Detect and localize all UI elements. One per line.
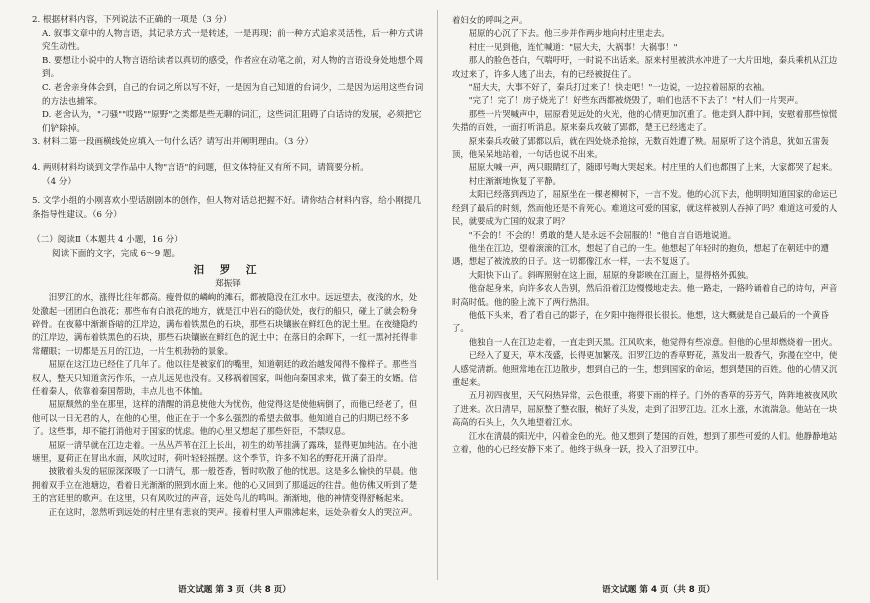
story-title: 汨 罗 江 [193, 263, 263, 276]
story-paragraph: 五月初四夜里，天气闷热异常，云色很重，将要下雨的样子。门外的香草的芬芳气，阵阵地被夜风吹了进来。次日清早，屈原整了整衣服，梳好了头发，走到了汨罗江边。江水上涨，水流湍急。他站在一块高高的石头上，久久地望着江水。 [452, 390, 838, 428]
story-paragraph: 屈原的心沉了下去。他三步并作两步地向村庄里走去。 [468, 28, 670, 39]
story-paragraph: 披散着头发的屈原深深吸了一口清气，那一般苍香，暂时吹散了他的忧思。这是多么愉快的早晨。他拥着双手立在池塘边，看着日光渐渐的照到水面上来。他的心又回到了那遥远的往昔。他仿佛又听到了楚王的宫廷里的歌声。在这里，只有风吹过的声音，远处鸟儿的鸣叫。渐渐地，他的神情变得舒畅起来。 [32, 466, 418, 504]
story-paragraph: 屈原大喊一声，两只眼睛红了，随即号啕大哭起来。村庄里的人们也都围了上来，大家都哭了起来。 [468, 162, 838, 173]
story-paragraph: "完了！完了！房子烧光了！好些东西都被烧毁了，咱们也活不下去了！"村人们一片哭声。 [468, 95, 804, 106]
story-paragraph: 已经入了夏天，草木茂盛，长得更加繁茂。汨罗江边的香草野花，蒸发出一股香气，弥漫在空中，使人感觉清新。他照常地在江边散步，想到自己的一生，想到国家的命运，想到楚国的百姓。他的心情又沉重起来。 [452, 350, 838, 387]
page-3-column [32, 14, 424, 574]
question-2-stem: 2. 根据材料内容，下列说法不正确的一项是（3 分） [32, 15, 232, 25]
story-paragraph: 那些一片哭喊声中，屈原看见远处的火光，他的心情更加沉重了。他走到人群中间，安慰着那些惊慌失措的百姓，一面打听消息。原来秦兵攻破了郢都，楚王已经逃走了。 [452, 108, 838, 133]
question-5: 5. 文学小组的小刚喜欢小型话剧剧本的创作，但人物对话总把握不好。请你结合材料内容，给小刚提几条指导性建议。（6 分） [32, 196, 422, 220]
story-paragraph: 屈原颓然的坐在那里，这样的清醒的消息使他大为忧伤，他觉得这是使他病倒了，而他已经老了，但他可以一日无君的人，在他的心里，他正在于一个多么强烈的希望去做事。他知道自己的归期已经不多了。这些事，却不能打消他对于国家的忧虑。他的心里又想起了那些奸臣，不禁叹息。 [32, 399, 418, 437]
story-paragraph: 汨罗江的水，涨得比往年都高。瘦骨似的嶙峋的滩石，都被隐没在江水中。远远望去，夜浅的水，处处激起一团团白色浪花；那些布有白浪花的地方，就是江中岩石的隐伏处，夜行的船只，碰上了就会粉身碎骨。在夜幕中渐渐昏暗的江岸边，满布着铁黑色的石块，那些石块镶嵌在鲜红色的泥土里。在夜缝隐约的江岸边，满布着铁黑色的石块，那些石块镶嵌在鲜红色的泥土中；在落日的余晖下，一红一黑衬托得非常耀眼；一切都是五月的江边，一片生机勃勃的景象。 [32, 292, 418, 356]
question-2-option-a: A. 叙事文章中的人物言语，其记录方式一是转述，一是再现；前一种方式追求灵活性，后一种方式讲究生动性。 [42, 28, 424, 53]
story-paragraph: "屈大夫，大事不好了，秦兵打过来了！快走吧！"一边说，一边拉着屈原的衣袖。 [468, 82, 770, 93]
story-author: 郑振铎 [215, 278, 241, 289]
question-4-score: （4 分） [42, 176, 76, 187]
page-4-column [452, 14, 844, 574]
story-paragraph: 正在这时，忽然听到远处的村庄里有悲哀的哭声。接着村里人声鼎沸起来，远处杂着女人的哭泣声。 [48, 506, 418, 517]
story-paragraph: 屈原在这江边已经住了几年了。他以往是被家们的嘴里，知道朝廷的政治越发闻得不像样子。那些当权人，整天只知道贪污作乐，一点儿远见也没有。又移祸着国家，叫他向秦国求来，做了秦王的女婿。信任着秦人，依靠着秦国帮助，丰点儿也不体恤。 [32, 359, 418, 396]
story-paragraph: 大阳快下山了。斜晖照射在这上面，屈原的身影映在江面上，显得格外孤独。 [468, 269, 754, 280]
story-paragraph: 那人的脸色苍白，气喘吁吁，一时说不出话来。原来村里被洪水冲进了一大片田地，秦兵乘机从江边攻过来了，许多人逃了出去，有的已经被捉住了。 [452, 55, 838, 79]
question-2-option-b: B. 要想让小说中的人物言语给读者以真切的感受，作者应在动笔之前，对人物的言语设身处地想个周到。 [42, 55, 424, 80]
story-paragraph: 他奋起身来，向许多农人告别，然后沿着江边慢慢地走去。他一路走，一路吟诵着自己的诗句，声音时高时低。他的脸上流下了两行热泪。 [452, 283, 838, 307]
question-2-option-c: C. 老舍亲身体会到，自己的台词之所以写不好，一是因为自己知道的台词少，二是因为运用这些台词的方法也捕笨。 [42, 82, 424, 107]
story-paragraph: 他低下头来，看了看自己的影子，在夕阳中拖得很长很长。他想，这大概就是自己最后的一个黄昏了。 [452, 309, 829, 334]
question-3: 3. 材料二第一段画横线处应填入一句什么话？请写出并阐明理由。（3 分） [32, 137, 314, 148]
story-paragraph: 原来秦兵攻破了郢都以后，就在四处烧杀抢掠，无数百姓遭了殃。屈原听了这个消息，犹如五雷轰顶，他呆呆地站着，一句话也说不出来。 [452, 135, 829, 160]
story-paragraph: 他坐在江边，望着滚滚的江水，想起了自己的一生。他想起了年轻时的抱负，想起了在朝廷中的遭遇，想起了被流放的日子。这一切都像江水一样，一去不复返了。 [452, 242, 829, 267]
story-paragraph: 太阳已经落到西边了，屈原坐在一棵老柳树下，一言不发。他的心沉下去，他明明知道国家的命运已经到了最后的时刻，然而他还是不肯死心。难道这可爱的国家，就这样被别人吞掉了吗？难道这可爱的人民，就要成为亡国的奴隶了吗？ [452, 189, 838, 227]
story-paragraph: 江水在清晨的阳光中，闪着金色的光。他又想到了楚国的百姓，想到了那些可爱的人们。他静静地站立着，他的心已经安静下来了。他终于纵身一跃，投入了汨罗江中。 [452, 430, 838, 454]
story-paragraph: "不会的！不会的！勇敢的楚人是永远不会屈服的！"他自言自语地说道。 [468, 229, 737, 240]
page-3-footer: 语文试题 第 3 页（共 8 页） [178, 585, 291, 595]
story-paragraph: 他独自一人在江边走着，一直走到天黑。江风吹来，他觉得有些凉意。但他的心里却燃烧着一团火。 [468, 336, 838, 347]
story-paragraph: 村庄一见到他，连忙喊道："屈大夫，大祸事！大祸事！" [468, 41, 678, 52]
question-2-option-d: D. 老舍认为，"刁骚""哎路""原野"之类都是些无聊的词汇，这些词汇阻碍了白话诗的发展，必须把它们铲除掉。 [42, 110, 422, 134]
story-paragraph: 着妇女的呼叫之声。 [452, 15, 528, 25]
story-paragraph: 村庄渐渐地恢复了平静。 [468, 175, 561, 186]
column-divider [437, 10, 438, 580]
story-paragraph: 屈原一清早就在江边走着。一丛丛芦苇在江上长出，初生的幼苇挂满了露珠，显得更加纯洁。在小池塘里，夏荷正在冒出水面，风吹过时，荷叶轻轻摇摆。这个季节，许多不知名的野花开满了沿岸。 [32, 439, 418, 463]
question-4-stem: 4. 两则材料均谈到文学作品中人物"言语"的问题，但文体特征又有所不同，请简要分析。 [32, 162, 369, 173]
page-4-footer: 语文试题 第 4 页（共 8 页） [602, 585, 715, 595]
section-heading: （二）阅读Ⅱ（本题共 4 小题，16 分） [32, 235, 183, 246]
reading-intro: 阅读下面的文字，完成 6～9 题。 [52, 248, 181, 259]
